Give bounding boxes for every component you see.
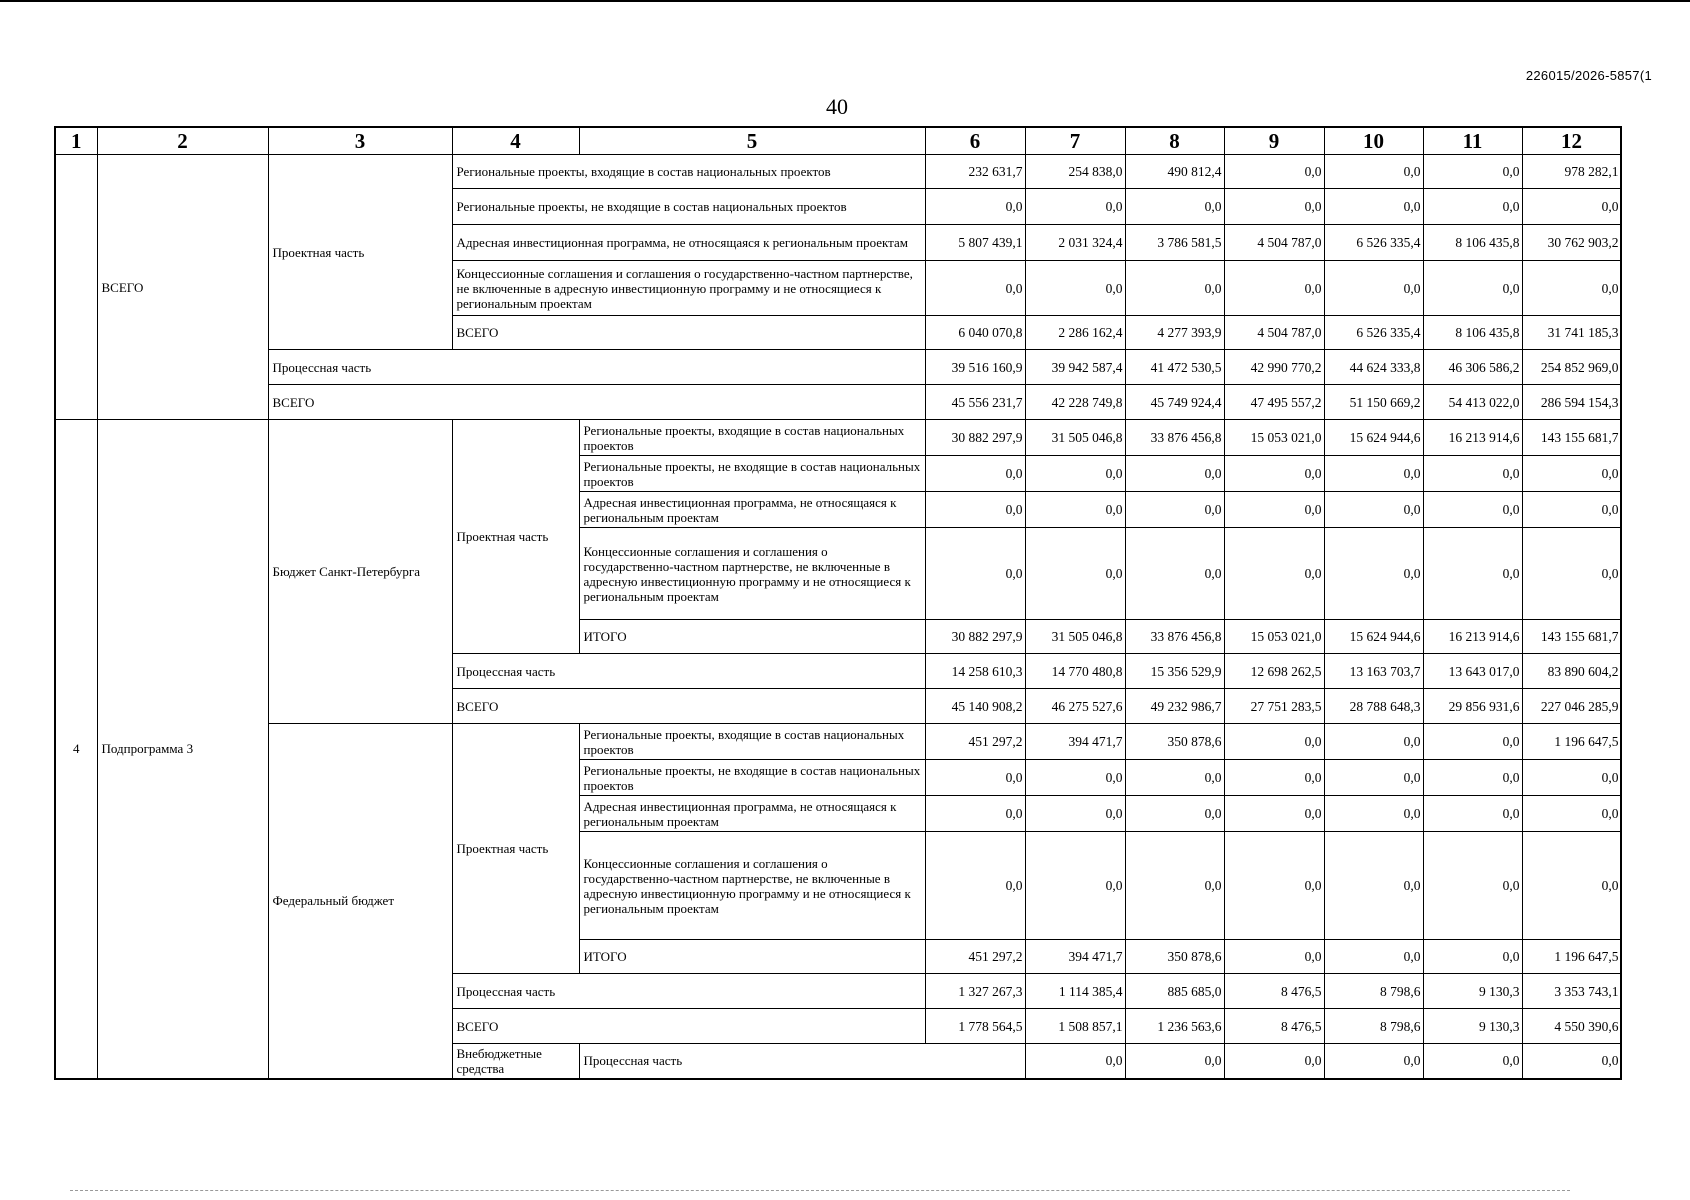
value-cell: 490 812,4 xyxy=(1125,155,1224,189)
value-cell: 0,0 xyxy=(1224,724,1324,760)
value-cell: 49 232 986,7 xyxy=(1125,689,1224,724)
value-cell: 2 286 162,4 xyxy=(1025,316,1125,350)
value-cell: 232 631,7 xyxy=(925,155,1025,189)
row-number-cell xyxy=(55,155,97,420)
value-cell: 0,0 xyxy=(1125,760,1224,796)
value-cell: 9 130,3 xyxy=(1423,974,1522,1009)
value-cell: 54 413 022,0 xyxy=(1423,385,1522,420)
value-cell: 16 213 914,6 xyxy=(1423,420,1522,456)
value-cell: 1 778 564,5 xyxy=(925,1009,1025,1044)
value-cell: 39 516 160,9 xyxy=(925,350,1025,385)
value-cell: 6 040 070,8 xyxy=(925,316,1025,350)
header-cell: 3 xyxy=(268,127,452,155)
value-cell: 0,0 xyxy=(925,760,1025,796)
value-cell: 0,0 xyxy=(1324,528,1423,620)
value-cell: 885 685,0 xyxy=(1125,974,1224,1009)
header-cell: 6 xyxy=(925,127,1025,155)
value-cell: 0,0 xyxy=(1224,528,1324,620)
value-cell: 143 155 681,7 xyxy=(1522,620,1621,654)
vsego-label: ВСЕГО xyxy=(452,689,925,724)
value-cell: 8 798,6 xyxy=(1324,974,1423,1009)
aip-label: Адресная инвестиционная программа, не относящаяся к региональным проектам xyxy=(452,225,925,261)
table-row xyxy=(55,420,1621,456)
value-cell: 31 741 185,3 xyxy=(1522,316,1621,350)
value-cell: 3 353 743,1 xyxy=(1522,974,1621,1009)
value-cell: 0,0 xyxy=(1423,155,1522,189)
value-cell: 0,0 xyxy=(1224,456,1324,492)
value-cell: 0,0 xyxy=(1224,155,1324,189)
value-cell: 8 106 435,8 xyxy=(1423,225,1522,261)
value-cell: 0,0 xyxy=(1522,1044,1621,1079)
processnaya-label: Процессная часть xyxy=(579,1044,1025,1079)
value-cell: 46 306 586,2 xyxy=(1423,350,1522,385)
value-cell: 8 798,6 xyxy=(1324,1009,1423,1044)
value-cell: 0,0 xyxy=(1522,492,1621,528)
value-cell: 31 505 046,8 xyxy=(1025,420,1125,456)
value-cell: 15 624 944,6 xyxy=(1324,420,1423,456)
conc-label: Концессионные соглашения и соглашения о государственно-частном партнерстве, не включенные в адресную инвестиционную программу и не относящиеся к региональным проектам xyxy=(579,832,925,940)
value-cell: 0,0 xyxy=(1324,456,1423,492)
value-cell: 1 196 647,5 xyxy=(1522,724,1621,760)
value-cell: 0,0 xyxy=(925,528,1025,620)
bottom-scan-line xyxy=(70,1190,1570,1192)
value-cell: 1 196 647,5 xyxy=(1522,940,1621,974)
value-cell: 0,0 xyxy=(1522,760,1621,796)
value-cell: 0,0 xyxy=(1423,492,1522,528)
top-border-line xyxy=(0,0,1690,2)
value-cell: 0,0 xyxy=(1224,760,1324,796)
value-cell: 0,0 xyxy=(1224,189,1324,225)
value-cell: 0,0 xyxy=(1324,760,1423,796)
value-cell: 42 228 749,8 xyxy=(1025,385,1125,420)
conc-label: Концессионные соглашения и соглашения о государственно-частном партнерстве, не включенные в адресную инвестиционную программу и не относящиеся к региональным проектам xyxy=(579,528,925,620)
header-cell: 1 xyxy=(55,127,97,155)
processnaya-label: Процессная часть xyxy=(452,654,925,689)
vsego-total-label: ВСЕГО xyxy=(97,155,268,420)
value-cell: 45 749 924,4 xyxy=(1125,385,1224,420)
value-cell: 0,0 xyxy=(1224,1044,1324,1079)
value-cell: 47 495 557,2 xyxy=(1224,385,1324,420)
value-cell: 9 130,3 xyxy=(1423,1009,1522,1044)
value-cell: 51 150 669,2 xyxy=(1324,385,1423,420)
budget-table xyxy=(54,126,1622,1080)
value-cell: 13 643 017,0 xyxy=(1423,654,1522,689)
header-cell: 10 xyxy=(1324,127,1423,155)
value-cell: 0,0 xyxy=(1125,528,1224,620)
value-cell: 0,0 xyxy=(1324,940,1423,974)
value-cell: 978 282,1 xyxy=(1522,155,1621,189)
value-cell: 0,0 xyxy=(1324,1044,1423,1079)
value-cell: 0,0 xyxy=(1423,796,1522,832)
value-cell: 350 878,6 xyxy=(1125,940,1224,974)
value-cell: 254 852 969,0 xyxy=(1522,350,1621,385)
value-cell: 4 504 787,0 xyxy=(1224,225,1324,261)
value-cell: 33 876 456,8 xyxy=(1125,420,1224,456)
proektnaya-label: Проектная часть xyxy=(268,155,452,350)
value-cell: 14 258 610,3 xyxy=(925,654,1025,689)
value-cell: 46 275 527,6 xyxy=(1025,689,1125,724)
value-cell: 44 624 333,8 xyxy=(1324,350,1423,385)
budget-spb-label: Бюджет Санкт-Петербурга xyxy=(268,420,452,724)
value-cell: 6 526 335,4 xyxy=(1324,225,1423,261)
proektnaya-label: Проектная часть xyxy=(452,420,579,654)
table-row xyxy=(55,350,1621,385)
value-cell: 0,0 xyxy=(1025,760,1125,796)
value-cell: 0,0 xyxy=(1324,261,1423,316)
value-cell: 1 114 385,4 xyxy=(1025,974,1125,1009)
value-cell: 28 788 648,3 xyxy=(1324,689,1423,724)
value-cell: 0,0 xyxy=(1224,492,1324,528)
value-cell: 2 031 324,4 xyxy=(1025,225,1125,261)
value-cell: 1 236 563,6 xyxy=(1125,1009,1224,1044)
value-cell: 0,0 xyxy=(1025,796,1125,832)
value-cell: 0,0 xyxy=(1522,528,1621,620)
header-cell: 5 xyxy=(579,127,925,155)
reg-out-label: Региональные проекты, не входящие в состав национальных проектов xyxy=(452,189,925,225)
table-row xyxy=(55,385,1621,420)
value-cell: 0,0 xyxy=(1125,189,1224,225)
reg-in-label: Региональные проекты, входящие в состав национальных проектов xyxy=(452,155,925,189)
value-cell: 8 106 435,8 xyxy=(1423,316,1522,350)
reg-in-label: Региональные проекты, входящие в состав национальных проектов xyxy=(579,724,925,760)
value-cell: 41 472 530,5 xyxy=(1125,350,1224,385)
value-cell: 286 594 154,3 xyxy=(1522,385,1621,420)
value-cell: 15 624 944,6 xyxy=(1324,620,1423,654)
value-cell: 1 508 857,1 xyxy=(1025,1009,1125,1044)
value-cell: 227 046 285,9 xyxy=(1522,689,1621,724)
value-cell: 4 277 393,9 xyxy=(1125,316,1224,350)
value-cell: 350 878,6 xyxy=(1125,724,1224,760)
value-cell: 0,0 xyxy=(925,189,1025,225)
value-cell: 0,0 xyxy=(1125,492,1224,528)
federal-label: Федеральный бюджет xyxy=(268,724,452,1079)
processnaya-label: Процессная часть xyxy=(268,350,925,385)
value-cell: 45 556 231,7 xyxy=(925,385,1025,420)
conc-label: Концессионные соглашения и соглашения о государственно-частном партнерстве, не включенные в адресную инвестиционную программу и не относящиеся к региональным проектам xyxy=(452,261,925,316)
value-cell: 0,0 xyxy=(1125,796,1224,832)
value-cell: 12 698 262,5 xyxy=(1224,654,1324,689)
value-cell: 0,0 xyxy=(1324,832,1423,940)
value-cell: 0,0 xyxy=(1423,1044,1522,1079)
value-cell: 143 155 681,7 xyxy=(1522,420,1621,456)
header-cell: 8 xyxy=(1125,127,1224,155)
value-cell: 42 990 770,2 xyxy=(1224,350,1324,385)
value-cell: 0,0 xyxy=(925,492,1025,528)
value-cell: 0,0 xyxy=(1423,940,1522,974)
value-cell: 3 786 581,5 xyxy=(1125,225,1224,261)
value-cell: 45 140 908,2 xyxy=(925,689,1025,724)
value-cell: 31 505 046,8 xyxy=(1025,620,1125,654)
value-cell: 33 876 456,8 xyxy=(1125,620,1224,654)
value-cell: 0,0 xyxy=(1224,832,1324,940)
value-cell: 83 890 604,2 xyxy=(1522,654,1621,689)
value-cell: 0,0 xyxy=(1522,189,1621,225)
value-cell: 30 762 903,2 xyxy=(1522,225,1621,261)
table-row xyxy=(55,724,1621,760)
value-cell: 0,0 xyxy=(1025,528,1125,620)
value-cell: 4 550 390,6 xyxy=(1522,1009,1621,1044)
proektnaya-label: Проектная часть xyxy=(452,724,579,974)
value-cell: 0,0 xyxy=(1025,189,1125,225)
value-cell: 0,0 xyxy=(1224,940,1324,974)
value-cell: 30 882 297,9 xyxy=(925,620,1025,654)
value-cell: 0,0 xyxy=(1125,1044,1224,1079)
value-cell: 451 297,2 xyxy=(925,724,1025,760)
value-cell: 0,0 xyxy=(1324,189,1423,225)
itogo-label: ИТОГО xyxy=(579,620,925,654)
table-row xyxy=(55,155,1621,189)
value-cell: 0,0 xyxy=(1025,456,1125,492)
value-cell: 0,0 xyxy=(1423,189,1522,225)
value-cell: 15 053 021,0 xyxy=(1224,620,1324,654)
value-cell: 0,0 xyxy=(1423,760,1522,796)
value-cell: 30 882 297,9 xyxy=(925,420,1025,456)
subprogram-label: Подпрограмма 3 xyxy=(97,420,268,1079)
value-cell: 5 807 439,1 xyxy=(925,225,1025,261)
value-cell: 0,0 xyxy=(1522,796,1621,832)
value-cell: 16 213 914,6 xyxy=(1423,620,1522,654)
value-cell: 0,0 xyxy=(925,832,1025,940)
value-cell: 8 476,5 xyxy=(1224,974,1324,1009)
reg-out-label: Региональные проекты, не входящие в состав национальных проектов xyxy=(579,456,925,492)
value-cell: 0,0 xyxy=(1324,724,1423,760)
value-cell: 0,0 xyxy=(1224,261,1324,316)
header-cell: 2 xyxy=(97,127,268,155)
value-cell: 0,0 xyxy=(1423,832,1522,940)
aip-label: Адресная инвестиционная программа, не относящаяся к региональным проектам xyxy=(579,796,925,832)
vsego-label: ВСЕГО xyxy=(268,385,925,420)
value-cell: 6 526 335,4 xyxy=(1324,316,1423,350)
value-cell: 0,0 xyxy=(925,261,1025,316)
header-cell: 9 xyxy=(1224,127,1324,155)
value-cell: 0,0 xyxy=(1025,1044,1125,1079)
processnaya-label: Процессная часть xyxy=(452,974,925,1009)
value-cell: 15 356 529,9 xyxy=(1125,654,1224,689)
value-cell: 0,0 xyxy=(1522,261,1621,316)
value-cell: 4 504 787,0 xyxy=(1224,316,1324,350)
value-cell: 0,0 xyxy=(1025,492,1125,528)
reg-out-label: Региональные проекты, не входящие в состав национальных проектов xyxy=(579,760,925,796)
value-cell: 0,0 xyxy=(1324,796,1423,832)
value-cell: 14 770 480,8 xyxy=(1025,654,1125,689)
value-cell: 254 838,0 xyxy=(1025,155,1125,189)
value-cell: 0,0 xyxy=(1025,832,1125,940)
value-cell: 13 163 703,7 xyxy=(1324,654,1423,689)
value-cell: 0,0 xyxy=(925,796,1025,832)
aip-label: Адресная инвестиционная программа, не относящаяся к региональным проектам xyxy=(579,492,925,528)
header-cell: 4 xyxy=(452,127,579,155)
value-cell: 0,0 xyxy=(1522,832,1621,940)
value-cell: 0,0 xyxy=(1125,456,1224,492)
value-cell: 0,0 xyxy=(1224,796,1324,832)
value-cell: 0,0 xyxy=(1423,261,1522,316)
reg-in-label: Региональные проекты, входящие в состав национальных проектов xyxy=(579,420,925,456)
vsego-label: ВСЕГО xyxy=(452,1009,925,1044)
header-cell: 11 xyxy=(1423,127,1522,155)
value-cell: 27 751 283,5 xyxy=(1224,689,1324,724)
vsego-label: ВСЕГО xyxy=(452,316,925,350)
value-cell: 0,0 xyxy=(1423,724,1522,760)
page-number: 40 xyxy=(826,94,848,119)
value-cell: 0,0 xyxy=(1522,456,1621,492)
value-cell: 0,0 xyxy=(1125,261,1224,316)
value-cell: 8 476,5 xyxy=(1224,1009,1324,1044)
header-row xyxy=(55,127,1621,155)
value-cell: 0,0 xyxy=(1324,155,1423,189)
offbudget-label: Внебюджетные средства xyxy=(452,1044,579,1079)
value-cell: 0,0 xyxy=(1324,492,1423,528)
value-cell: 0,0 xyxy=(1423,456,1522,492)
value-cell: 394 471,7 xyxy=(1025,724,1125,760)
value-cell: 29 856 931,6 xyxy=(1423,689,1522,724)
itogo-label: ИТОГО xyxy=(579,940,925,974)
header-cell: 7 xyxy=(1025,127,1125,155)
value-cell: 0,0 xyxy=(1025,261,1125,316)
header-cell: 12 xyxy=(1522,127,1621,155)
document-id: 226015/2026-5857(1 xyxy=(1525,68,1652,83)
value-cell: 15 053 021,0 xyxy=(1224,420,1324,456)
value-cell: 0,0 xyxy=(925,456,1025,492)
row-number-cell: 4 xyxy=(55,420,97,1079)
value-cell: 451 297,2 xyxy=(925,940,1025,974)
value-cell: 1 327 267,3 xyxy=(925,974,1025,1009)
value-cell: 0,0 xyxy=(1423,528,1522,620)
value-cell: 394 471,7 xyxy=(1025,940,1125,974)
value-cell: 39 942 587,4 xyxy=(1025,350,1125,385)
value-cell: 0,0 xyxy=(1125,832,1224,940)
